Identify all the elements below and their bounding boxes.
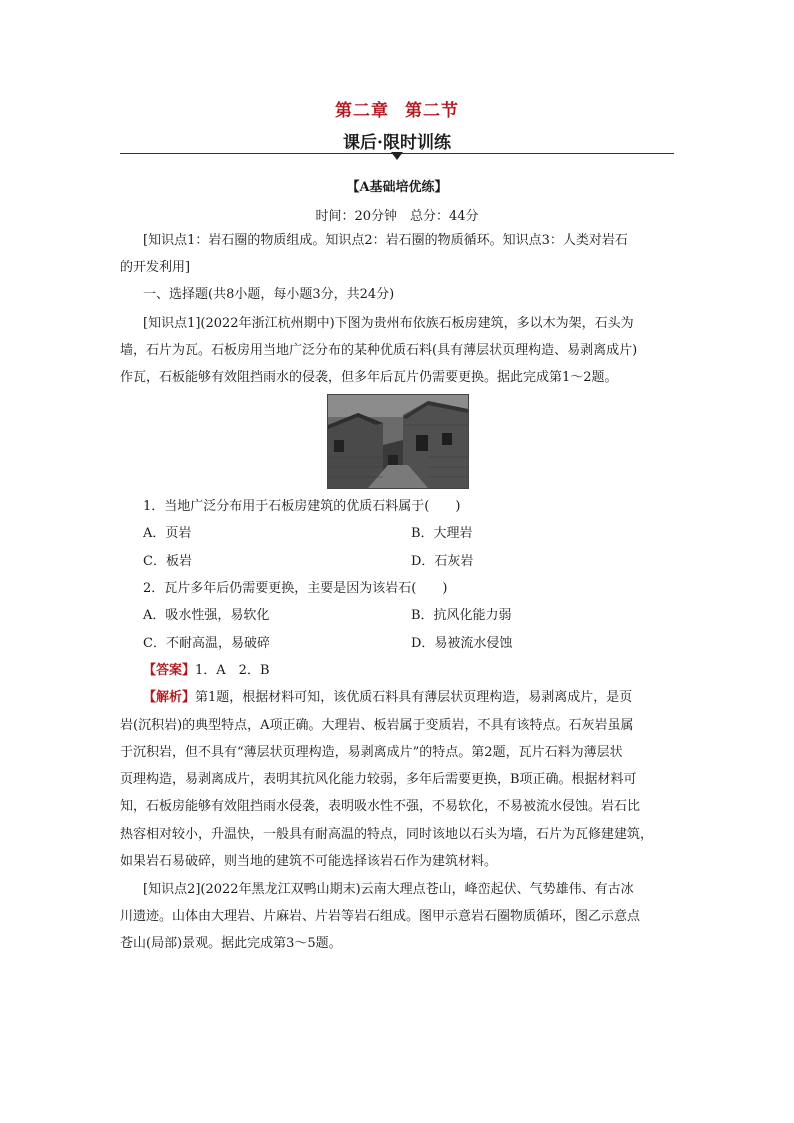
q2-option-d: D．易被流水侵蚀	[411, 636, 513, 651]
material1-line-3: 作瓦，石板能够有效阻挡雨水的侵袭，但多年后瓦片仍需要更换。据此完成第1～2题。	[120, 370, 618, 385]
answer-label: 【答案】	[143, 663, 196, 678]
q1-option-a: A．页岩	[143, 526, 192, 541]
knowledge-points-line-2: 的开发利用]	[120, 260, 191, 275]
q1-option-d: D．石灰岩	[411, 554, 474, 569]
material2-line-2: 川遗迹。山体由大理岩、片麻岩、片岩等岩石组成。图甲示意岩石圈物质循环，图乙示意点	[120, 909, 641, 924]
stone-house-photo	[327, 394, 469, 489]
analysis-line-5: 知，石板房能够有效阻挡雨水侵袭，表明吸水性不强，不易软化，不易被流水侵蚀。岩石比	[120, 799, 641, 814]
material2-line-3: 苍山(局部)景观。据此完成第3～5题。	[120, 936, 342, 951]
answer-line	[143, 657, 703, 684]
knowledge-points-line-1: [知识点1：岩石圈的物质组成。知识点2：岩石圈的物质循环。知识点3：人类对岩石	[143, 233, 628, 248]
section-number: 第二节	[405, 101, 459, 121]
analysis-line-6: 热容相对较小，升温快，一般具有耐高温的特点，同时该地以石头为墙，石片为瓦修建建筑，	[120, 827, 654, 842]
analysis-line-4: 页理构造，易剥离成片，表明其抗风化能力较弱，多年后需要更换，B项正确。根据材料可	[120, 772, 637, 787]
section-title: 【A基础培优练】	[346, 180, 448, 195]
header-triangle-marker	[391, 152, 403, 160]
q2-stem: 2．瓦片多年后仍需要更换，主要是因为该岩石( )	[143, 581, 448, 596]
q1-stem: 1．当地广泛分布用于石板房建筑的优质石料属于( )	[143, 499, 461, 514]
analysis-line-1	[143, 684, 703, 711]
analysis-label: 【解析】	[143, 690, 196, 705]
q2-option-a: A．吸水性强，易软化	[143, 608, 270, 623]
page-subtitle: 课后·限时训练	[343, 133, 451, 153]
analysis-text-1: 第1题，根据材料可知，该优质石料具有薄层状页理构造，易剥离成片，是页	[195, 690, 633, 705]
part-title: 一、选择题(共8小题，每小题3分，共24分)	[143, 287, 395, 302]
analysis-line-2: 岩(沉积岩)的典型特点，A项正确。大理岩、板岩属于变质岩，不具有该特点。石灰岩虽属	[120, 718, 634, 733]
material1-line-1: [知识点1](2022年浙江杭州期中)下图为贵州布依族石板房建筑，多以木为架，石头为	[143, 316, 634, 331]
q1-option-b: B．大理岩	[411, 526, 473, 541]
analysis-line-7: 如果岩石易破碎，则当地的建筑不可能选择该岩石作为建筑材料。	[120, 854, 498, 869]
answer-text: 1．A 2．B	[195, 663, 270, 678]
q2-option-c: C．不耐高温，易破碎	[143, 636, 270, 651]
analysis-line-3: 于沉积岩，但不具有“薄层状页理构造，易剥离成片”的特点。第2题，瓦片石料为薄层状	[120, 745, 623, 760]
material2-line-1: [知识点2](2022年黑龙江双鸭山期末)云南大理点苍山，峰峦起伏、气势雄伟、有古冰	[143, 882, 634, 897]
chapter-heading	[0, 96, 794, 121]
stone-house-illustration	[328, 395, 468, 488]
q1-option-c: C．板岩	[143, 554, 192, 569]
time-score-line: 时间：20分钟 总分：44分	[315, 209, 479, 224]
chapter-number: 第二章	[335, 101, 389, 121]
material1-line-2: 墙，石片为瓦。石板房用当地广泛分布的某种优质石料(具有薄层状页理构造、易剥离成片)	[120, 343, 638, 358]
q2-option-b: B．抗风化能力弱	[411, 608, 512, 623]
